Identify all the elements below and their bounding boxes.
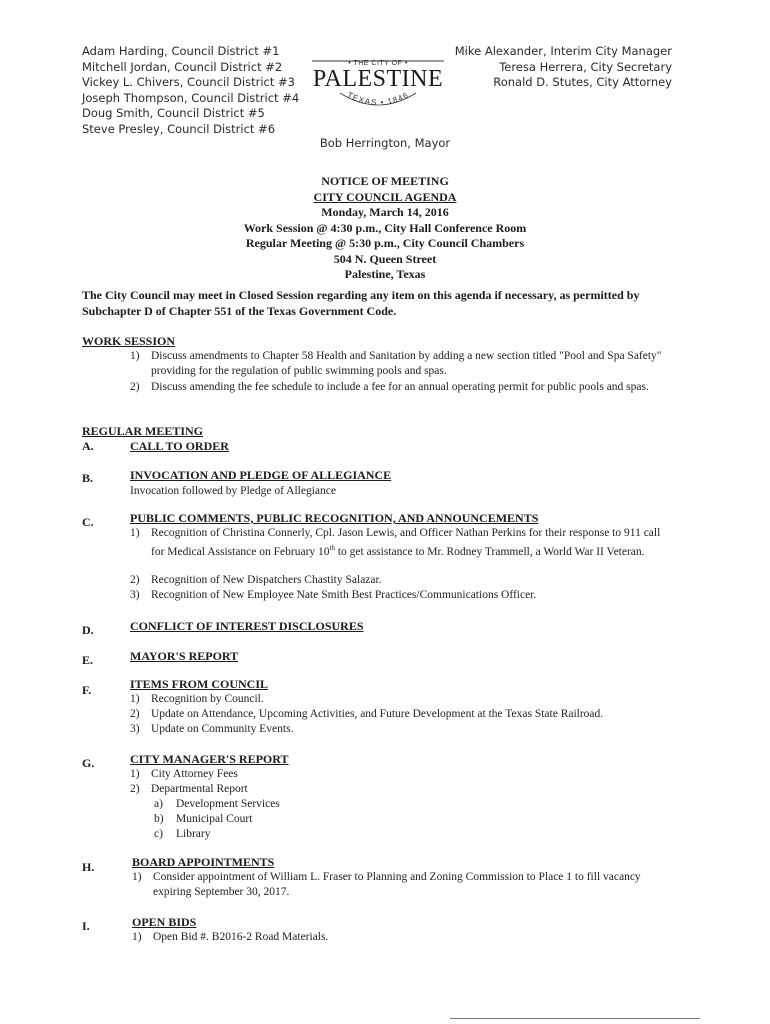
item-text: Open Bid #. B2016-2 Road Materials. xyxy=(153,931,329,943)
item-number: 2) xyxy=(130,783,140,795)
mayors-report-heading: MAYOR'S REPORT xyxy=(130,649,239,663)
board-appointments-heading: BOARD APPOINTMENTS xyxy=(132,855,275,869)
subitem-letter: a) xyxy=(154,798,163,810)
city-officials-list xyxy=(455,44,672,91)
item-number: 1) xyxy=(132,871,142,883)
invocation-text: Invocation followed by Pledge of Allegiance xyxy=(130,485,336,497)
item-number: 1) xyxy=(130,527,140,539)
subitem-text: Development Services xyxy=(176,798,280,810)
list-item xyxy=(130,767,690,782)
council-members-list xyxy=(82,44,299,138)
list-subitem xyxy=(154,827,654,842)
open-bids-heading: OPEN BIDS xyxy=(132,915,197,929)
list-item xyxy=(130,573,675,588)
section-letter: I. xyxy=(82,919,90,933)
city-official: Ronald D. Stutes, City Attorney xyxy=(493,75,672,90)
item-text: Update on Attendance, Upcoming Activities, and Future Development at the Texas State Railroad. xyxy=(151,708,604,720)
list-item xyxy=(132,930,692,945)
closed-session-notice: The City Council may meet in Closed Session regarding any item on this agenda if necessary, as permitted by Subchapter D of Chapter 551 of the Texas Government Code. xyxy=(82,288,640,318)
item-number: 1) xyxy=(132,931,142,943)
council-member: Adam Harding, Council District #1 xyxy=(82,44,280,58)
council-member: Vickey L. Chivers, Council District #3 xyxy=(82,75,295,90)
list-item xyxy=(130,380,675,395)
item-number: 2) xyxy=(130,381,140,393)
item-number: 3) xyxy=(130,589,140,601)
list-subitem xyxy=(154,797,654,812)
meeting-date: Monday, March 14, 2016 xyxy=(321,205,449,219)
section-letter: C. xyxy=(82,515,94,529)
item-text: Consider appointment of William L. Fraser to Planning and Zoning Commission to Place 1 to fill vacancy expiring September 30, 2017. xyxy=(153,871,641,898)
item-number: 1) xyxy=(130,350,140,362)
item-number: 1) xyxy=(130,768,140,780)
list-item xyxy=(130,526,675,560)
call-to-order-heading: CALL TO ORDER xyxy=(130,439,229,453)
item-text-part: to get assistance to Mr. Rodney Trammell, a World War II Veteran. xyxy=(334,545,645,558)
section-letter: D. xyxy=(82,623,94,637)
section-letter: B. xyxy=(82,471,94,485)
items-from-council-heading: ITEMS FROM COUNCIL xyxy=(130,677,269,691)
city-official: Mike Alexander, Interim City Manager xyxy=(454,44,672,58)
item-text: Recognition of New Employee Nate Smith Best Practices/Communications Officer. xyxy=(151,589,537,601)
council-member: Mitchell Jordan, Council District #2 xyxy=(82,59,283,74)
list-subitem xyxy=(154,812,654,827)
section-letter: E. xyxy=(82,653,94,667)
subitem-letter: b) xyxy=(154,813,164,825)
list-item xyxy=(130,588,675,603)
item-text: Departmental Report xyxy=(151,783,248,795)
council-member: Doug Smith, Council District #5 xyxy=(82,106,265,121)
list-item xyxy=(132,870,680,900)
work-session-heading: WORK SESSION xyxy=(82,334,176,348)
subitem-text: Library xyxy=(176,828,211,840)
item-number: 3) xyxy=(130,723,140,735)
list-item xyxy=(130,349,675,379)
agenda-title: CITY COUNCIL AGENDA xyxy=(313,189,457,204)
city-logo xyxy=(308,55,448,115)
invocation-heading: INVOCATION AND PLEDGE OF ALLEGIANCE xyxy=(130,468,392,482)
section-letter: G. xyxy=(82,756,95,770)
regular-meeting-time: Regular Meeting @ 5:30 p.m., City Council Chambers xyxy=(245,236,525,250)
work-session-time: Work Session @ 4:30 p.m., City Hall Conference Room xyxy=(243,220,527,235)
subitem-text: Municipal Court xyxy=(176,813,253,825)
notice-title: NOTICE OF MEETING xyxy=(321,174,449,188)
notice-block xyxy=(0,174,770,283)
public-comments-heading: PUBLIC COMMENTS, PUBLIC RECOGNITION, AND ANNOUNCEMENTS xyxy=(130,511,539,525)
logo-top-text: • THE CITY OF • xyxy=(348,60,408,67)
council-member: Joseph Thompson, Council District #4 xyxy=(82,90,300,105)
item-text: Discuss amendments to Chapter 58 Health and Sanitation by adding a new section titled "Pool and Spa Safety" providing for the regulation of public swimming pools and spas. xyxy=(151,350,662,377)
mayor-name: Bob Herrington, Mayor xyxy=(319,136,451,150)
item-text xyxy=(130,526,675,560)
conflict-of-interest-heading: CONFLICT OF INTEREST DISCLOSURES xyxy=(130,619,364,633)
section-letter: H. xyxy=(82,860,95,874)
item-text: Recognition of New Dispatchers Chastity Salazar. xyxy=(151,574,382,586)
city-managers-report-heading: CITY MANAGER'S REPORT xyxy=(130,752,289,766)
item-text: City Attorney Fees xyxy=(151,768,238,780)
item-text: Recognition by Council. xyxy=(151,693,264,705)
logo-bottom-text: TEXAS • 1846 xyxy=(345,90,411,108)
council-member: Steve Presley, Council District #6 xyxy=(82,121,276,136)
item-number: 2) xyxy=(130,708,140,720)
section-letter: A. xyxy=(82,439,94,453)
section-letter: F. xyxy=(82,683,92,697)
list-item xyxy=(130,782,690,797)
list-item xyxy=(130,692,690,707)
ordinal-suffix: th xyxy=(329,544,335,552)
list-item xyxy=(130,722,690,737)
item-text-part: Recognition of Christina Connerly, Cpl. Jason Lewis, and Officer Nathan Perkins for their response to 911 call for Medical Assistance on February 10 xyxy=(151,527,661,558)
logo-name-text: PALESTINE xyxy=(312,66,444,92)
item-number: 1) xyxy=(130,693,140,705)
meeting-address: 504 N. Queen Street xyxy=(333,251,437,266)
svg-text:TEXAS • 1846 xyxy=(346,90,411,107)
item-text: Discuss amending the fee schedule to include a fee for an annual operating permit for public pools and spas. xyxy=(151,381,649,393)
page-divider xyxy=(450,1018,700,1019)
city-official: Teresa Herrera, City Secretary xyxy=(499,59,672,74)
list-item xyxy=(130,707,710,722)
regular-meeting-heading: REGULAR MEETING xyxy=(82,424,204,438)
subitem-letter: c) xyxy=(154,828,163,840)
meeting-city: Palestine, Texas xyxy=(344,267,426,281)
item-number: 2) xyxy=(130,574,140,586)
item-text: Update on Community Events. xyxy=(151,723,294,735)
